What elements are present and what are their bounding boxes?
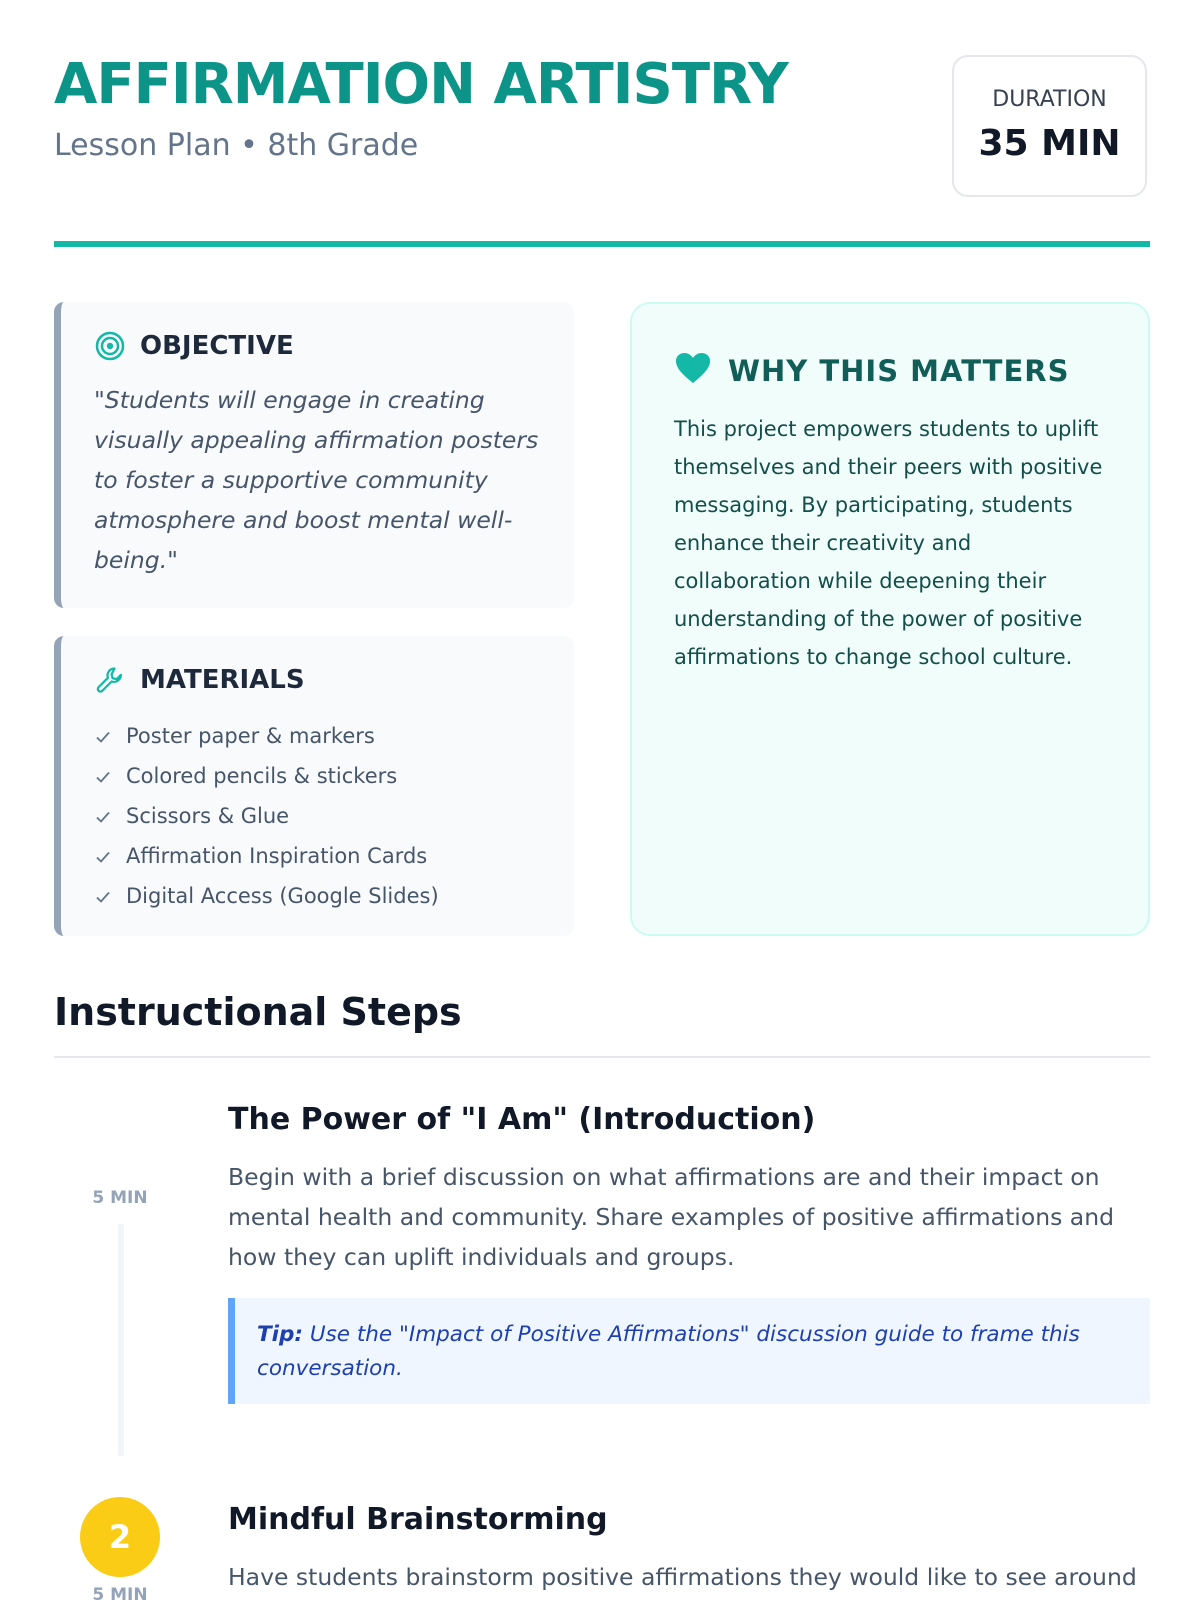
instructional-steps-title: Instructional Steps [54, 990, 462, 1034]
step-1-body: Begin with a brief discussion on what affirmations are and their impact on mental health and community. Share examples of positive affirmations and how they can uplift individuals and groups. [228, 1163, 1115, 1271]
step-2-number-badge: 2 [80, 1497, 160, 1577]
timeline-line [118, 1224, 124, 1456]
material-label: Colored pencils & stickers [126, 764, 398, 788]
heart-icon [674, 351, 712, 390]
objective-card [54, 302, 574, 608]
why-matters-text: This project empowers students to uplift themselves and their peers with positive messaging. By participating, students enhance their creativity and collaboration while deepening their understanding of the power of positive affirmations to change school culture. [674, 417, 1103, 669]
list-item [94, 756, 439, 796]
header-divider [54, 241, 1150, 247]
material-label: Affirmation Inspiration Cards [126, 844, 428, 868]
materials-list [94, 716, 439, 916]
check-icon [94, 727, 112, 745]
objective-title: OBJECTIVE [140, 331, 294, 361]
why-matters-header [674, 351, 1070, 390]
duration-label: DURATION [992, 87, 1107, 112]
step-1-tip [228, 1298, 1150, 1404]
step-2-body: Have students brainstorm positive affirmations they would like to see around [228, 1563, 1137, 1591]
list-item [94, 836, 439, 876]
objective-header [94, 330, 294, 362]
step-2-title: Mindful Brainstorming [228, 1502, 608, 1537]
page-title: AFFIRMATION ARTISTRY [54, 52, 788, 117]
tip-text: Use the "Impact of Positive Affirmations" discussion guide to frame this conversation. [257, 1322, 1080, 1381]
target-icon [94, 330, 126, 362]
check-icon [94, 767, 112, 785]
section-divider [54, 1056, 1150, 1058]
step-1-time: 5 MIN [92, 1188, 148, 1208]
page-subtitle: Lesson Plan • 8th Grade [54, 128, 419, 163]
check-icon [94, 847, 112, 865]
duration-value: 35 MIN [978, 123, 1121, 164]
check-icon [94, 887, 112, 905]
list-item [94, 716, 439, 756]
tip-label: Tip: [257, 1322, 304, 1347]
materials-card [54, 636, 574, 936]
duration-badge [952, 55, 1147, 197]
why-matters-title: WHY THIS MATTERS [728, 353, 1070, 388]
materials-header [94, 664, 305, 696]
step-1-title: The Power of "I Am" (Introduction) [228, 1102, 816, 1137]
materials-title: MATERIALS [140, 665, 305, 695]
step-2-time: 5 MIN [92, 1585, 148, 1605]
material-label: Poster paper & markers [126, 724, 375, 748]
wrench-icon [94, 664, 126, 696]
material-label: Scissors & Glue [126, 804, 290, 828]
objective-text: "Students will engage in creating visually appealing affirmation posters to foster a supportive community atmosphere and boost mental well-being." [94, 386, 539, 574]
check-icon [94, 807, 112, 825]
why-matters-card [630, 302, 1150, 936]
material-label: Digital Access (Google Slides) [126, 884, 439, 908]
list-item [94, 796, 439, 836]
list-item [94, 876, 439, 916]
